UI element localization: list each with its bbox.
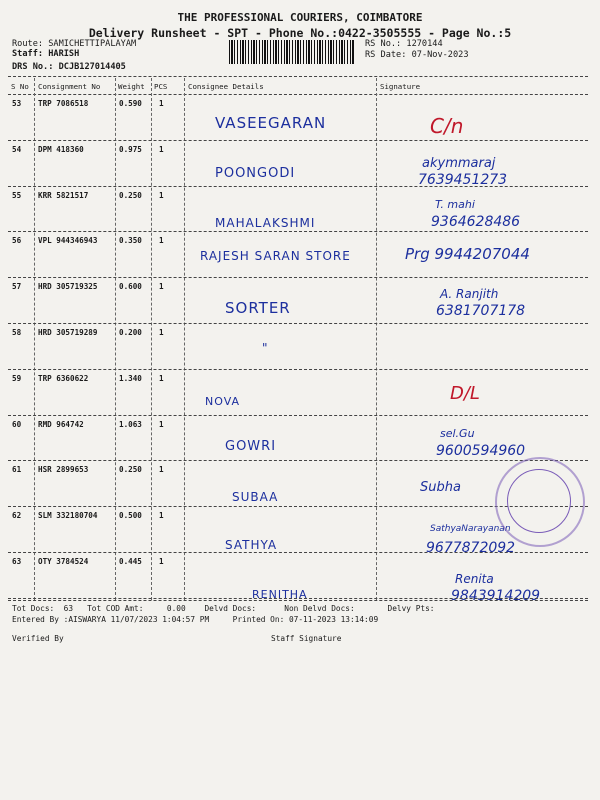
recipient-phone: 9364628486 — [431, 213, 521, 230]
consignment-number: HRD 305719325 — [38, 282, 98, 292]
totals-line: Tot Docs: 63 Tot COD Amt: 0.00 Delvd Docs: Non Delvd Docs: Delvy Pts: — [12, 604, 435, 613]
pieces: 1 — [159, 190, 164, 200]
col-pcs: PCS — [154, 82, 168, 91]
pieces: 1 — [159, 511, 164, 521]
recipient-signature: sel.Gu — [440, 426, 475, 440]
consignment-number: HSR 2899653 — [38, 465, 89, 475]
consignee-name: POONGODI — [215, 165, 296, 181]
recipient-phone: 9600594960 — [436, 442, 526, 459]
consignee-name: RAJESH SARAN STORE — [200, 249, 351, 264]
consignment-number: TRP 6360622 — [38, 373, 89, 383]
pieces: 1 — [159, 373, 164, 383]
verified-by: Verified By — [12, 634, 64, 643]
consignee-name: SORTER — [225, 299, 291, 318]
recipient-signature: T. mahi — [435, 197, 475, 211]
consignment-number: DPM 418360 — [38, 144, 84, 154]
route-line: Route: SAMICHETTIPALAYAM — [12, 39, 137, 49]
weight: 0.250 — [119, 190, 142, 200]
pieces: 1 — [159, 419, 164, 429]
consignee-name: GOWRI — [225, 438, 277, 454]
serial-number: 60 — [12, 419, 22, 429]
serial-number: 55 — [12, 190, 22, 200]
divider — [8, 94, 588, 95]
recipient-signature: A. Ranjith — [440, 287, 499, 302]
consignee-name: SATHYA — [225, 538, 278, 553]
pieces: 1 — [159, 282, 164, 292]
pieces: 1 — [159, 328, 164, 337]
row-divider — [8, 552, 588, 553]
weight: 1.340 — [119, 373, 142, 383]
pieces: 1 — [159, 557, 164, 566]
weight: 0.250 — [119, 465, 142, 475]
row-divider — [8, 186, 588, 187]
table-row — [0, 96, 600, 138]
recipient-phone: 9843914209 — [451, 588, 541, 604]
divider — [8, 76, 588, 77]
recipient-signature: SathyaNarayanan — [430, 524, 511, 535]
weight: 0.350 — [119, 236, 142, 246]
serial-number: 58 — [12, 328, 22, 337]
divider — [8, 600, 588, 601]
serial-number: 57 — [12, 282, 22, 292]
weight: 1.063 — [119, 419, 142, 429]
recipient-signature: akymmaraj — [422, 155, 496, 171]
recipient-phone: 6381707178 — [436, 303, 526, 320]
consignment-number: OTY 3784524 — [38, 557, 89, 566]
barcode — [229, 40, 355, 64]
recipient-phone: 9677872092 — [426, 540, 516, 557]
row-divider — [8, 598, 588, 599]
company-stamp-inner — [507, 469, 571, 533]
serial-number: 59 — [12, 373, 22, 383]
col-consignee: Consignee Details — [188, 82, 264, 91]
consignee-name: RENITHA — [252, 588, 308, 601]
recipient-signature: C/n — [430, 114, 464, 138]
pieces: 1 — [159, 465, 164, 475]
rs-date-line: RS Date: 07-Nov-2023 — [365, 50, 469, 60]
table-row — [0, 417, 600, 459]
recipient-signature: Prg 9944207044 — [405, 245, 530, 264]
consignee-name: NOVA — [205, 394, 241, 408]
pieces: 1 — [159, 144, 164, 154]
table-row — [0, 279, 600, 320]
serial-number: 61 — [12, 465, 22, 475]
serial-number: 62 — [12, 511, 22, 521]
row-divider — [8, 415, 588, 416]
consignment-number: VPL 944346943 — [38, 236, 98, 246]
table-row — [0, 325, 600, 359]
serial-number: 56 — [12, 236, 22, 246]
consignee-name: MAHALAKSHMI — [215, 215, 316, 230]
weight: 0.600 — [119, 282, 142, 292]
row-divider — [8, 323, 588, 324]
table-row — [0, 371, 600, 408]
serial-number: 54 — [12, 144, 22, 154]
rs-no-line: RS No.: 1270144 — [365, 39, 443, 49]
consignee-name: VASEEGARAN — [215, 114, 327, 132]
recipient-signature: Renita — [455, 572, 494, 586]
weight: 0.975 — [119, 144, 142, 154]
table-row — [0, 233, 600, 267]
company-title: THE PROFESSIONAL COURIERS, COIMBATORE — [177, 11, 423, 24]
recipient-phone: 7639451273 — [418, 171, 508, 188]
serial-number: 53 — [12, 99, 22, 108]
pieces: 1 — [159, 99, 164, 108]
staff-line: Staff: HARISH — [12, 49, 80, 59]
weight: 0.590 — [119, 99, 142, 108]
consignment-number: RMD 964742 — [38, 419, 84, 429]
col-signature: Signature — [380, 82, 421, 91]
runsheet-title: Delivery Runsheet - SPT - Phone No.:0422-3505555 - Page No.:5 — [88, 26, 512, 40]
pieces: 1 — [159, 236, 164, 246]
col-consignment: Consignment No — [38, 82, 101, 91]
col-sno: S No — [11, 82, 29, 91]
recipient-signature: Subha — [420, 480, 461, 496]
row-divider — [8, 140, 588, 141]
consignment-number: KRR 5821517 — [38, 190, 89, 200]
staff-signature: Staff Signature — [271, 634, 342, 643]
consignment-number: SLM 332180704 — [38, 511, 98, 521]
consignment-number: TRP 7086518 — [38, 99, 89, 108]
table-row — [0, 188, 600, 230]
row-divider — [8, 369, 588, 370]
row-divider — [8, 277, 588, 278]
weight: 0.500 — [119, 511, 142, 521]
row-divider — [8, 460, 588, 461]
recipient-signature: D/L — [450, 382, 480, 404]
row-divider — [8, 231, 588, 232]
consignee-name: " — [262, 341, 269, 355]
serial-number: 63 — [12, 557, 22, 566]
weight: 0.200 — [119, 328, 142, 337]
consignee-name: SUBAA — [232, 490, 279, 505]
table-row — [0, 142, 600, 188]
col-weight: Weight — [118, 82, 145, 91]
entered-by-line: Entered By :AISWARYA 11/07/2023 1:04:57 PM Printed On: 07-11-2023 13:14:09 — [12, 615, 379, 624]
consignment-number: HRD 305719289 — [38, 328, 98, 337]
weight: 0.445 — [119, 557, 142, 566]
table-row — [0, 554, 600, 604]
drs-line: DRS No.: DCJB127014405 — [12, 62, 126, 72]
